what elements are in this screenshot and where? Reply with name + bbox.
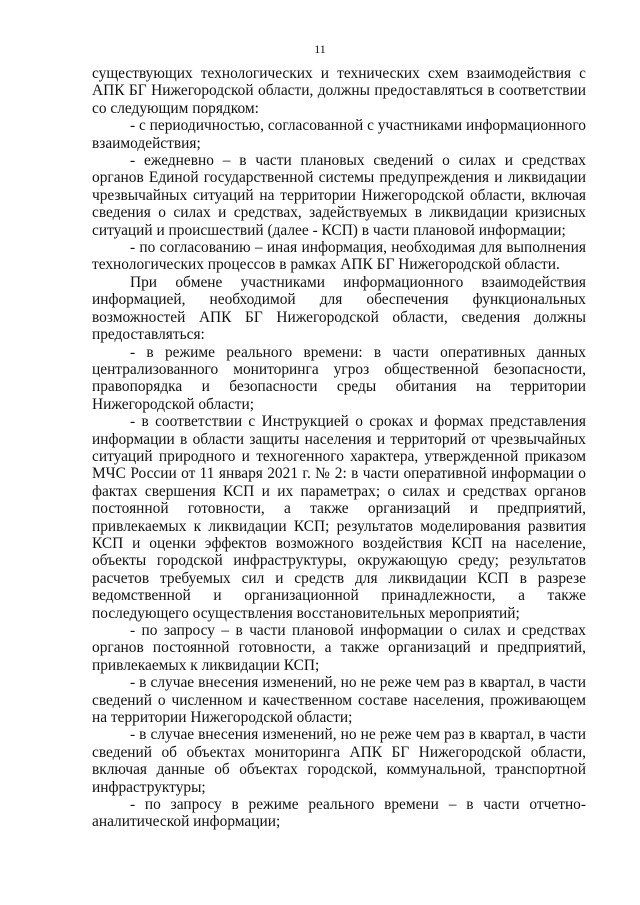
list-item: - по запросу в режиме реального времени – в части отчетно-аналитической информации;: [92, 796, 586, 831]
list-item: - ежедневно – в части плановых сведений о силах и средствах органов Единой государственной системы предупреждения и ликвидации чрезвычайных ситуаций на территории Нижегородской области, включая сведения о силах и средствах, задействуемых в ликвидации кризисных ситуаций и происшествий (далее - КСП) в части плановой информации;: [92, 152, 586, 239]
list-item: - в случае внесения изменений, но не реже чем раз в квартал, в части сведений об объектах мониторинга АПК БГ Нижегородской области, включая данные об объектах городской, коммунальной, транспортной инфраструктуры;: [92, 726, 586, 796]
paragraph: При обмене участниками информационного взаимодействия информацией, необходимой для обеспечения функциональных возможностей АПК БГ Нижегородской области, сведения должны предоставляться:: [92, 273, 586, 344]
paragraph: существующих технологических и технических схем взаимодействия с АПК БГ Нижегородской области, должны предоставляться в соответствии со следующим порядком:: [92, 65, 586, 117]
list-item: - по согласованию – иная информация, необходимая для выполнения технологических процессов в рамках АПК БГ Нижегородской области.: [92, 239, 586, 274]
list-item: - в случае внесения изменений, но не реже чем раз в квартал, в части сведений о численном и качественном составе населения, проживающем на территории Нижегородской области;: [92, 674, 586, 727]
page-number: 11: [314, 42, 326, 56]
body-text: [92, 65, 586, 831]
list-item: - по запросу – в части плановой информации о силах и средствах органов постоянной готовности, а также организаций и предприятий, привлекаемых к ликвидации КСП;: [92, 622, 586, 674]
list-item: - в соответствии с Инструкцией о сроках и формах представления информации в области защиты населения и территорий от чрезвычайных ситуаций природного и техногенного характера, утвержденной приказом МЧС России от 11 января 2021 г. № 2: в части оперативной информации о фактах свершения КСП и их параметрах; о силах и средствах органов постоянной готовности, а также организаций и предприятий, привлекаемых к ликвидации КСП; результатов моделирования развития КСП и оценки эффектов возможного воздействия КСП на население, объекты городской инфраструктуры, окружающую среду; результатов расчетов требуемых сил и средств для ликвидации КСП в разрезе ведомственной и организационной принадлежности, а также последующего осуществления восстановительных мероприятий;: [92, 413, 586, 622]
list-item: - с периодичностью, согласованной с участниками информационного взаимодействия;: [92, 117, 586, 152]
list-item: - в режиме реального времени: в части оперативных данных централизованного мониторинга угроз общественной безопасности, правопорядка и безопасности среды обитания на территории Нижегородской области;: [92, 343, 586, 413]
